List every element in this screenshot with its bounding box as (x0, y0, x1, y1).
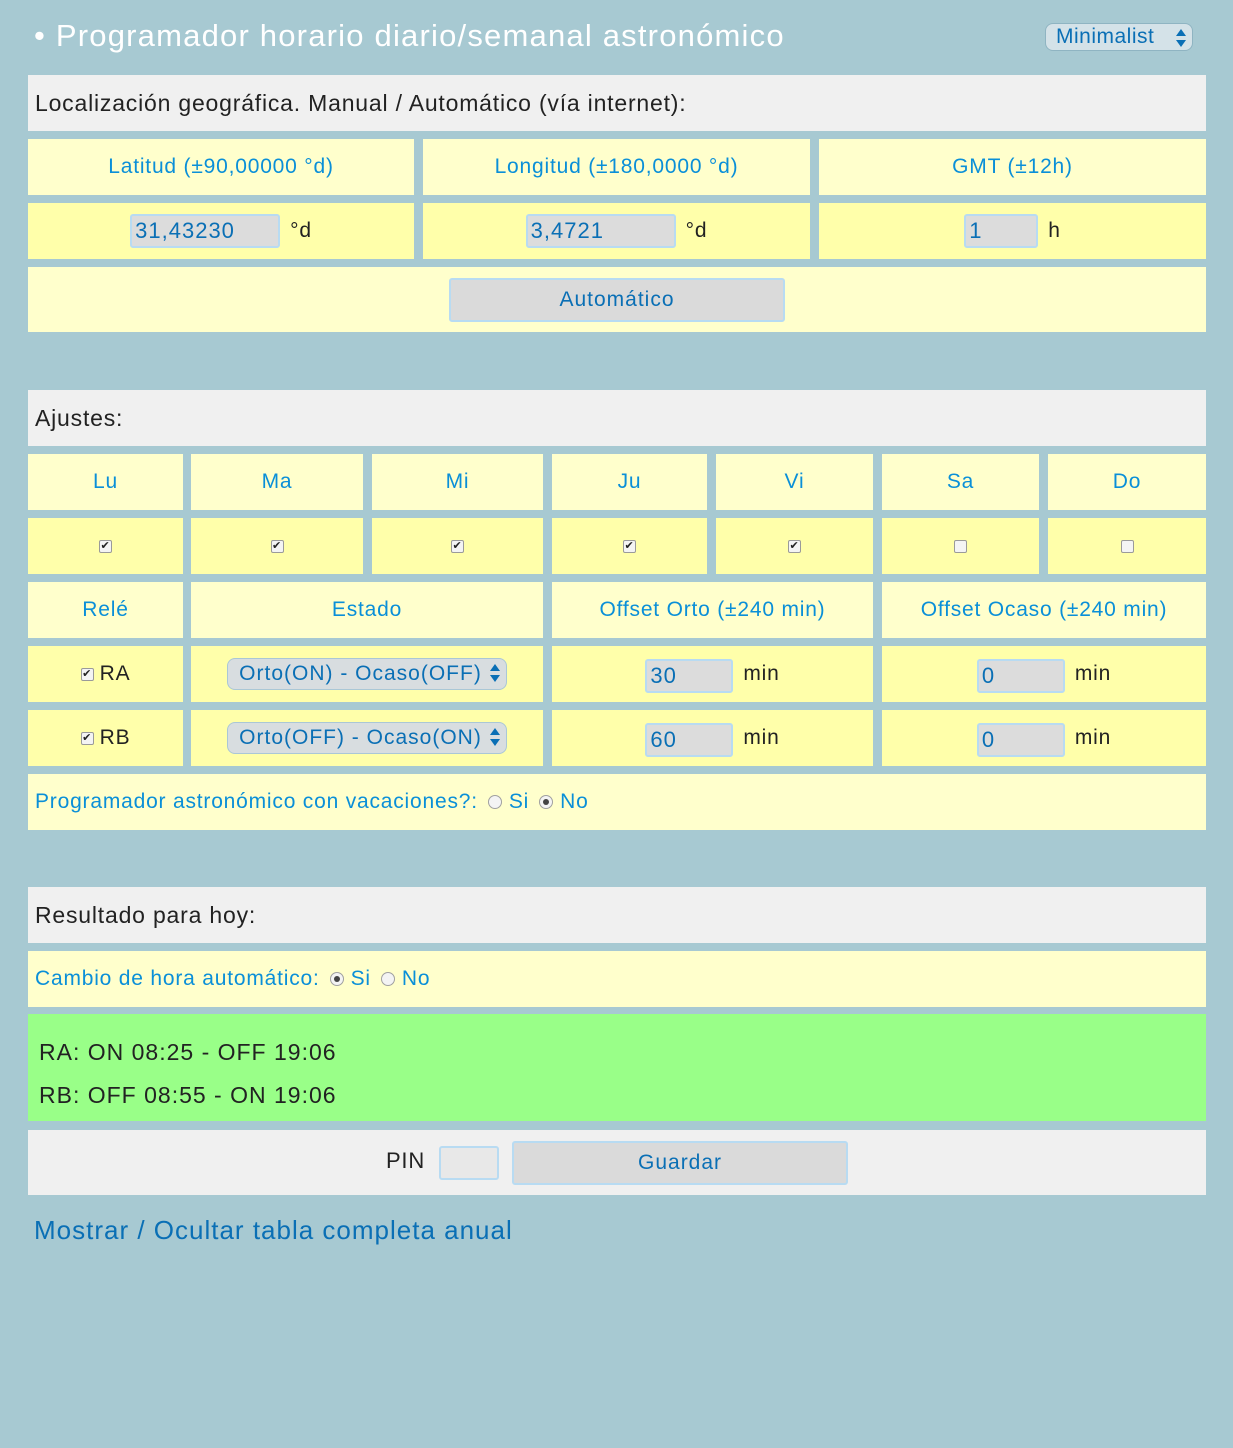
offset-rise-col-label: Offset Orto (±240 min) (599, 598, 826, 621)
save-button[interactable]: Guardar (512, 1141, 848, 1185)
day-checkbox-ju[interactable]: ✔ (624, 539, 635, 552)
longitude-header (423, 139, 810, 195)
day-check-cell (191, 518, 363, 574)
settings-section-header (28, 390, 1206, 446)
vacation-yes-label: Si (508, 790, 530, 813)
day-check-cell (1048, 518, 1206, 574)
vacation-label: Programador astronómico con vacaciones?: (35, 790, 478, 813)
relay-ra-offset-set-input[interactable]: 0 (977, 659, 1065, 693)
automatic-location-button[interactable]: Automático (449, 278, 785, 322)
day-checkbox-do[interactable] (1121, 540, 1134, 553)
offset-set-col-header (882, 582, 1206, 638)
day-check-cell (552, 518, 707, 574)
longitude-label: Longitud (±180,0000 °d) (494, 155, 739, 178)
relay-rb-state-cell (191, 710, 543, 766)
gmt-header (819, 139, 1206, 195)
result-panel (28, 1014, 1206, 1121)
result-line-rb: RB: OFF 08:55 - ON 19:06 (39, 1082, 337, 1108)
relay-rb-offset-set-cell (882, 710, 1206, 766)
location-section-title: Localización geográfica. Manual / Automático (vía internet): (35, 89, 687, 116)
gmt-label: GMT (±12h) (952, 155, 1073, 178)
day-checkbox-lu[interactable]: ✔ (100, 539, 111, 552)
gmt-unit: h (1048, 219, 1061, 242)
relay-col-label: Relé (82, 598, 129, 621)
day-checkbox-vi[interactable]: ✔ (789, 539, 800, 552)
day-checkbox-mi[interactable]: ✔ (452, 539, 463, 552)
dst-yes-radio[interactable] (330, 972, 344, 986)
day-label: Lu (93, 470, 118, 493)
dst-no-radio[interactable] (381, 972, 395, 986)
vacation-no-label: No (560, 790, 589, 813)
select-arrows-icon (1176, 29, 1186, 47)
state-col-header (191, 582, 543, 638)
relay-rb-state-select[interactable] (227, 722, 507, 754)
day-header-lu (28, 454, 183, 510)
relay-ra-offset-rise-cell (552, 646, 873, 702)
relay-ra-cell (28, 646, 183, 702)
relay-ra-offset-set-cell (882, 646, 1206, 702)
latitude-unit: °d (290, 219, 312, 242)
day-header-do (1048, 454, 1206, 510)
day-checkbox-sa[interactable] (954, 540, 967, 553)
day-check-cell (716, 518, 873, 574)
latitude-cell (28, 203, 414, 259)
day-header-ma (191, 454, 363, 510)
latitude-header (28, 139, 414, 195)
min-unit: min (743, 662, 780, 685)
relay-ra-name: RA (99, 662, 131, 685)
vacation-yes-radio[interactable] (488, 795, 502, 809)
relay-rb-state-value: Orto(OFF) - Ocaso(ON) (239, 726, 482, 749)
settings-section-title: Ajustes: (35, 404, 124, 431)
relay-rb-cell (28, 710, 183, 766)
day-header-mi (372, 454, 543, 510)
result-section-title: Resultado para hoy: (35, 901, 257, 928)
state-col-label: Estado (331, 598, 403, 621)
select-arrows-icon (490, 664, 500, 682)
day-header-sa (882, 454, 1039, 510)
offset-set-col-label: Offset Ocaso (±240 min) (920, 598, 1168, 621)
save-row (28, 1130, 1206, 1195)
min-unit: min (1074, 662, 1112, 685)
day-check-cell (372, 518, 543, 574)
relay-ra-state-cell (191, 646, 543, 702)
latitude-input[interactable]: 31,43230 (130, 214, 280, 248)
dst-label: Cambio de hora automático: (35, 967, 320, 990)
dst-no-label: No (401, 967, 431, 990)
toggle-annual-table-link[interactable]: Mostrar / Ocultar tabla completa anual (34, 1215, 513, 1245)
pin-input[interactable] (439, 1146, 499, 1180)
day-check-cell (28, 518, 183, 574)
gmt-input[interactable]: 1 (964, 214, 1038, 248)
day-label: Ju (617, 470, 642, 493)
day-label: Do (1112, 470, 1142, 493)
latitude-label: Latitud (±90,00000 °d) (108, 155, 334, 178)
pin-label: PIN (385, 1147, 426, 1173)
auto-button-row (28, 267, 1206, 332)
longitude-input[interactable]: 3,4721 (526, 214, 676, 248)
day-header-vi (716, 454, 873, 510)
vacation-row (28, 774, 1206, 830)
longitude-cell (423, 203, 810, 259)
min-unit: min (1074, 726, 1112, 749)
location-section-header (28, 75, 1206, 131)
relay-rb-checkbox[interactable]: ✔ (82, 731, 93, 744)
longitude-unit: °d (685, 219, 708, 242)
day-label: Mi (445, 470, 470, 493)
dst-row (28, 951, 1206, 1007)
result-line-ra: RA: ON 08:25 - OFF 19:06 (39, 1039, 337, 1065)
relay-rb-offset-rise-input[interactable]: 60 (645, 723, 733, 757)
day-check-cell (882, 518, 1039, 574)
page-title: • Programador horario diario/semanal astronómico (34, 18, 785, 53)
relay-ra-offset-rise-input[interactable]: 30 (645, 659, 733, 693)
relay-rb-offset-set-input[interactable]: 0 (977, 723, 1065, 757)
relay-rb-name: RB (99, 726, 131, 749)
vacation-no-radio[interactable] (539, 795, 553, 809)
day-label: Sa (946, 470, 975, 493)
relay-ra-state-value: Orto(ON) - Ocaso(OFF) (239, 662, 482, 685)
day-header-ju (552, 454, 707, 510)
gmt-cell (819, 203, 1206, 259)
select-arrows-icon (490, 728, 500, 746)
day-label: Vi (784, 470, 805, 493)
day-checkbox-ma[interactable]: ✔ (271, 539, 283, 552)
relay-rb-offset-rise-cell (552, 710, 873, 766)
offset-rise-col-header (552, 582, 873, 638)
relay-ra-state-select[interactable] (227, 658, 507, 690)
theme-select[interactable] (1045, 23, 1193, 51)
dst-yes-label: Si (350, 967, 371, 990)
relay-col-header (28, 582, 183, 638)
min-unit: min (743, 726, 780, 749)
relay-ra-checkbox[interactable]: ✔ (82, 667, 93, 680)
theme-select-value: Minimalist (1056, 25, 1155, 48)
day-label: Ma (261, 470, 293, 493)
result-section-header (28, 887, 1206, 943)
